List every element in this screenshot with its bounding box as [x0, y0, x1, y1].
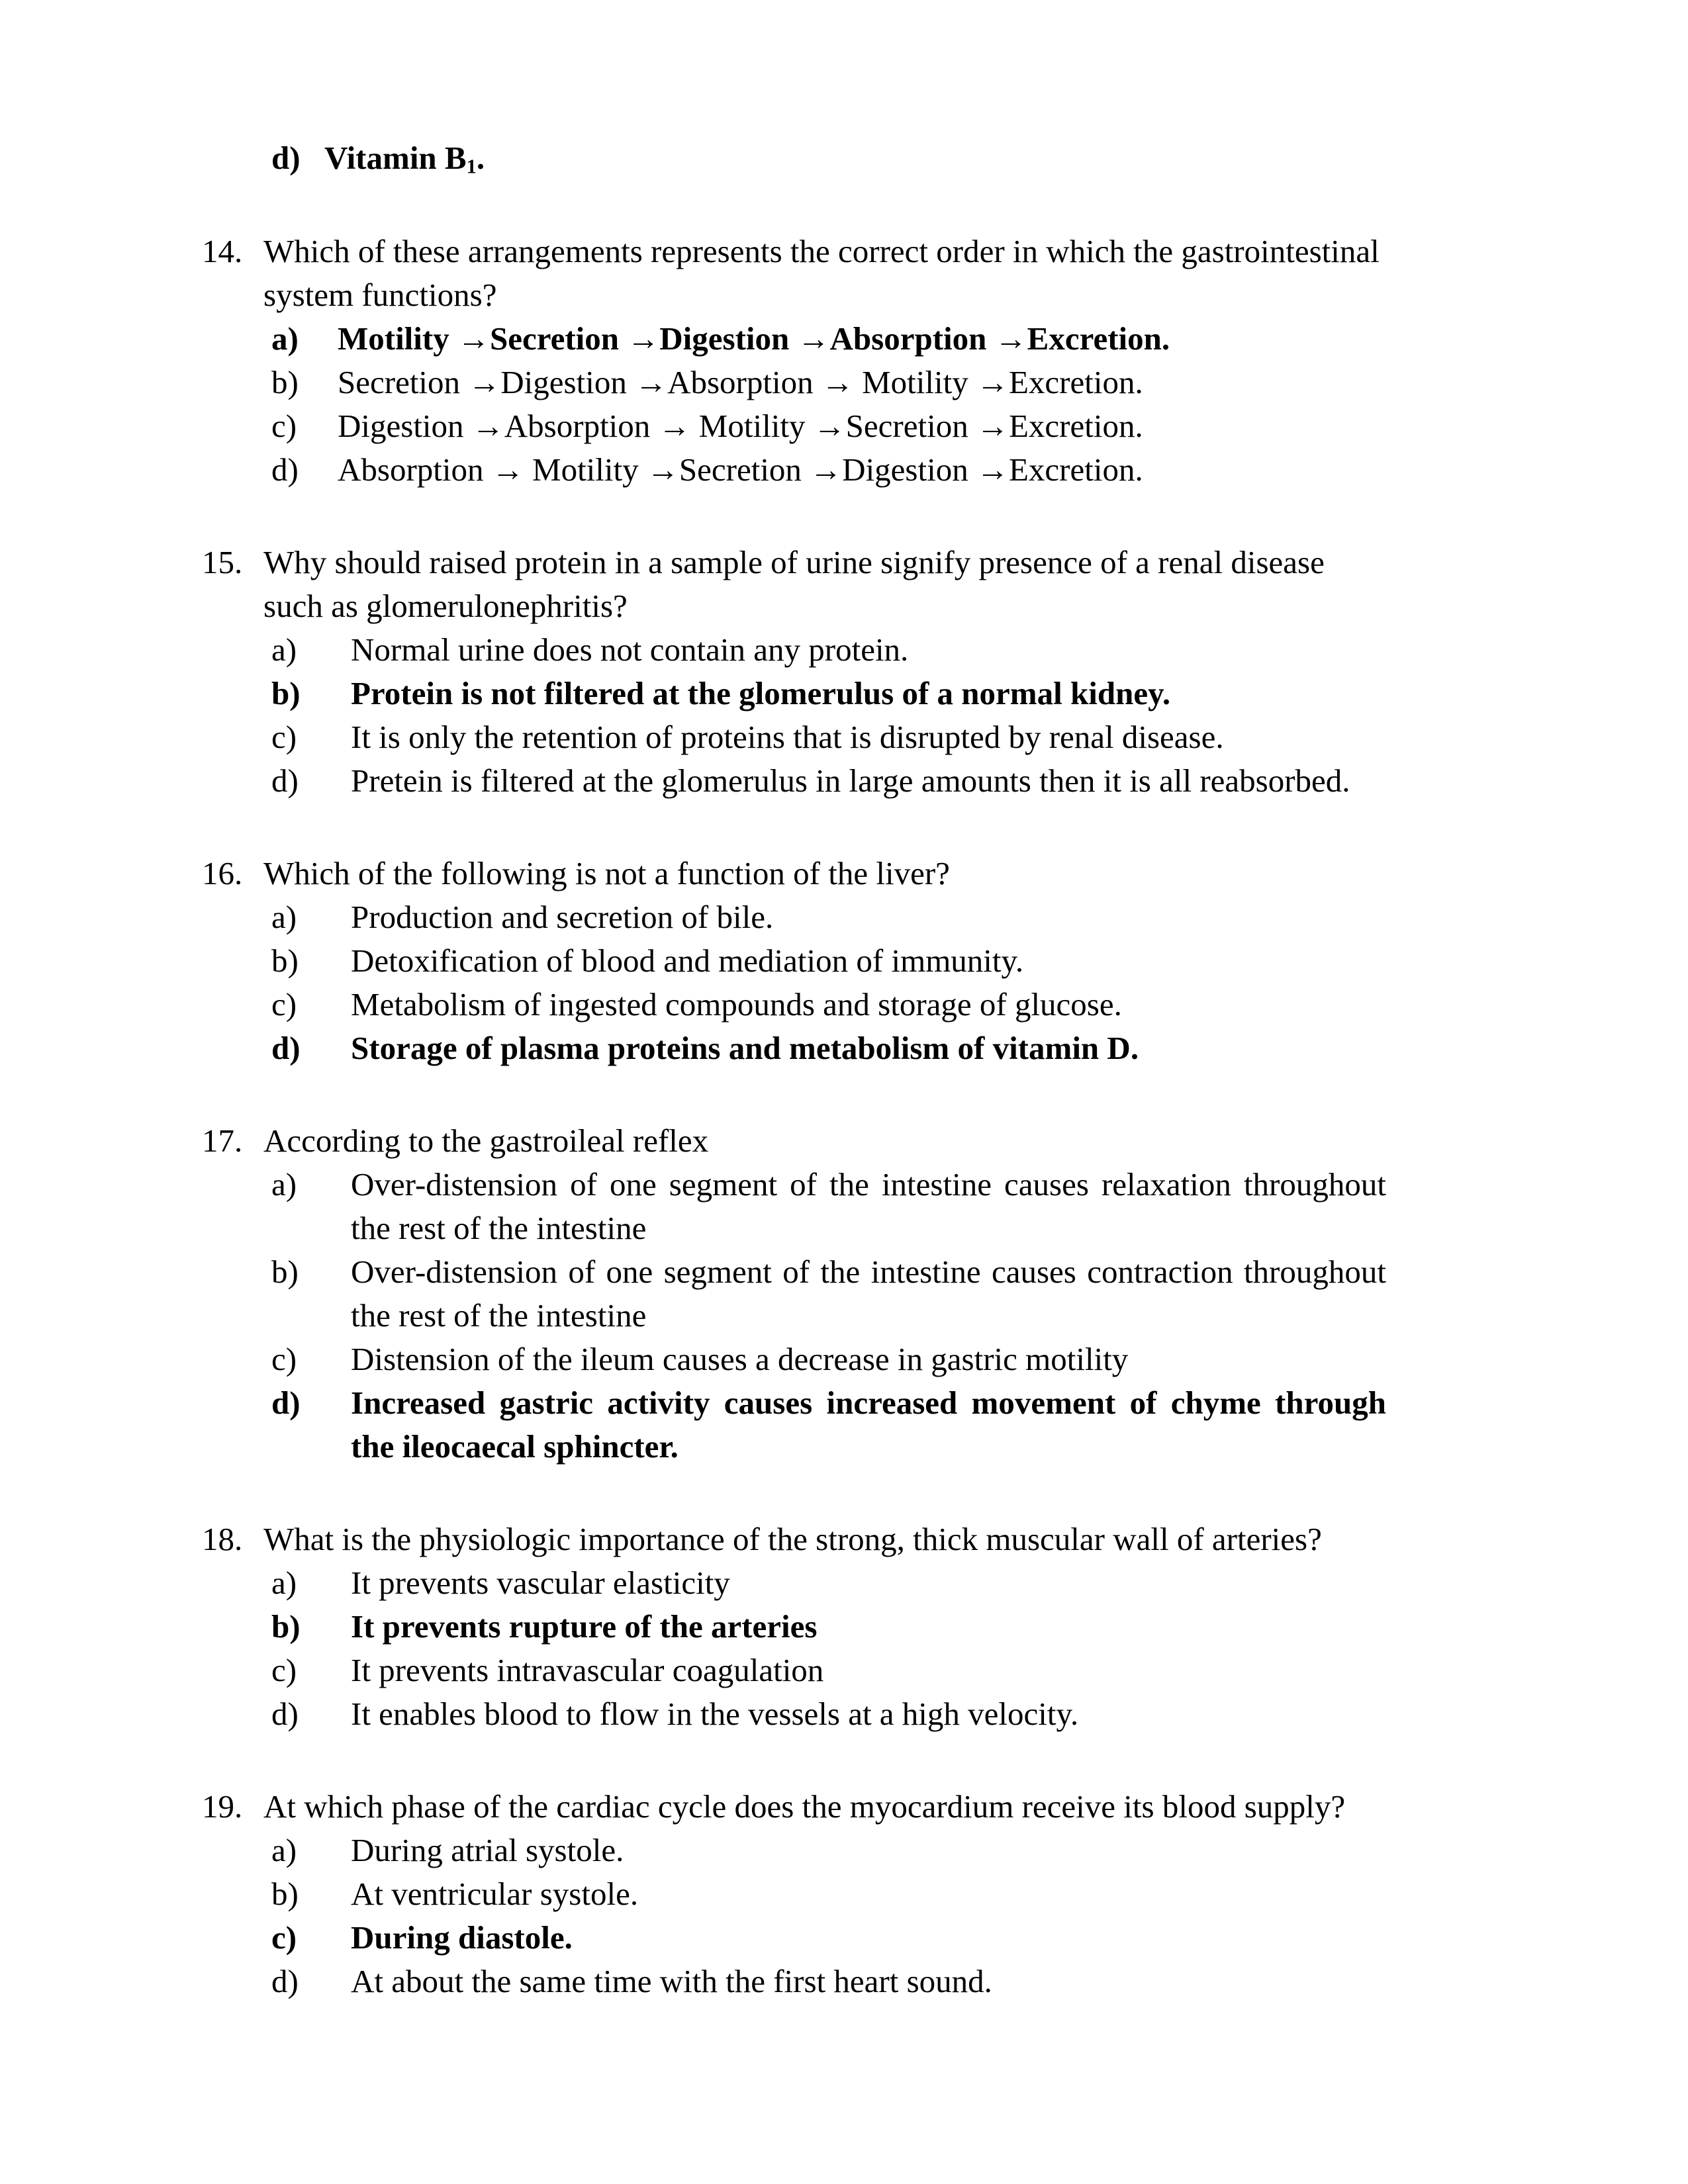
- subscript-1: 1: [466, 155, 477, 178]
- option-text: [324, 140, 485, 176]
- option-label: c): [271, 1651, 297, 1688]
- stem-line: What is the physiologic importance of the strong, thick muscular wall of arteries?: [263, 1520, 1322, 1557]
- option-16-a: [202, 895, 1386, 939]
- option-text: During atrial systole.: [351, 1831, 624, 1868]
- option-16-d: [202, 1026, 1386, 1070]
- option-label: c): [271, 985, 297, 1023]
- option-text: Detoxification of blood and mediation of immunity.: [351, 942, 1024, 979]
- option-15-d: [202, 759, 1386, 803]
- option-text: Protein is not filtered at the glomerulus of a normal kidney.: [351, 674, 1171, 711]
- option-label: b): [271, 1253, 299, 1290]
- option-16-c: [202, 983, 1386, 1026]
- question-18: [202, 1518, 1386, 1736]
- option-text: Distension of the ileum causes a decrease in gastric motility: [351, 1340, 1129, 1377]
- option-19-c: [202, 1916, 1386, 1960]
- option-17-d: [202, 1381, 1386, 1469]
- option-label: a): [271, 1831, 297, 1868]
- option-text: Motility →Secretion →Digestion →Absorption →Excretion.: [338, 320, 1170, 357]
- option-17-a: [202, 1163, 1386, 1250]
- option-text: Storage of plasma proteins and metabolism of vitamin D.: [351, 1029, 1139, 1066]
- option-text: It prevents rupture of the arteries: [351, 1608, 818, 1645]
- option-14-d: [202, 448, 1386, 492]
- question-number: 15.: [202, 543, 243, 580]
- stem-line: system functions?: [263, 276, 497, 313]
- option-label: c): [271, 1919, 297, 1956]
- option-text-line: Increased gastric activity causes increased movement of chyme through: [351, 1384, 1386, 1421]
- stem-line: Which of the following is not a function of the liver?: [263, 854, 950, 891]
- option-18-a: [202, 1561, 1386, 1605]
- option-text: It is only the retention of proteins that is disrupted by renal disease.: [351, 718, 1224, 755]
- option-label: b): [271, 674, 301, 711]
- option-label: b): [271, 1608, 301, 1645]
- option-label: d): [271, 1962, 299, 1999]
- stem-line: Which of these arrangements represents the correct order in which the gastrointestinal: [263, 232, 1380, 269]
- question-number: 14.: [202, 232, 243, 269]
- option-label: c): [271, 407, 297, 444]
- question-16: [202, 852, 1386, 1070]
- option-text: Normal urine does not contain any protein.: [351, 631, 909, 668]
- option-16-b: [202, 939, 1386, 983]
- option-text: It prevents intravascular coagulation: [351, 1651, 824, 1688]
- option-text-line: Over-distension of one segment of the intestine causes relaxation throughout: [351, 1165, 1386, 1203]
- question-stem: [202, 230, 1386, 317]
- option-label: d): [271, 1029, 301, 1066]
- question-number: 18.: [202, 1520, 243, 1557]
- stem-line: According to the gastroileal reflex: [263, 1122, 709, 1159]
- option-label: b): [271, 942, 299, 979]
- option-text-line: Over-distension of one segment of the intestine causes contraction throughout: [351, 1253, 1386, 1290]
- option-text-line: the rest of the intestine: [351, 1209, 647, 1246]
- option-text: Absorption → Motility →Secretion →Digestion →Excretion.: [338, 451, 1143, 488]
- option-18-b: [202, 1605, 1386, 1649]
- option-18-c: [202, 1649, 1386, 1692]
- option-text: It enables blood to flow in the vessels at a high velocity.: [351, 1695, 1079, 1732]
- page-content: [202, 136, 1386, 2003]
- stem-line: At which phase of the cardiac cycle does the myocardium receive its blood supply?: [263, 1788, 1346, 1825]
- stem-line: Why should raised protein in a sample of urine signify presence of a renal disease: [263, 543, 1325, 580]
- option-text: Production and secretion of bile.: [351, 898, 774, 935]
- option-text-period: .: [476, 140, 485, 176]
- option-text: Digestion →Absorption → Motility →Secretion →Excretion.: [338, 407, 1143, 444]
- option-text: Metabolism of ingested compounds and storage of glucose.: [351, 985, 1122, 1023]
- option-label: c): [271, 1340, 297, 1377]
- option-label: a): [271, 898, 297, 935]
- question-stem: [202, 1518, 1386, 1561]
- option-label: d): [271, 451, 299, 488]
- option-14-a: [202, 317, 1386, 361]
- option-label: a): [271, 631, 297, 668]
- option-text-main: Vitamin B: [324, 140, 467, 176]
- option-14-c: [202, 404, 1386, 448]
- option-text: It prevents vascular elasticity: [351, 1564, 730, 1601]
- option-19-b: [202, 1872, 1386, 1916]
- question-19: [202, 1785, 1386, 2003]
- option-label: d): [271, 1695, 299, 1732]
- option-label: b): [271, 1875, 299, 1912]
- question-number: 17.: [202, 1122, 243, 1159]
- question-14: [202, 230, 1386, 492]
- option-text-line: the rest of the intestine: [351, 1297, 647, 1334]
- option-label: a): [271, 1165, 297, 1203]
- option-19-a: [202, 1829, 1386, 1872]
- option-label: c): [271, 718, 297, 755]
- option-text: Secretion →Digestion →Absorption → Motility →Excretion.: [338, 363, 1143, 400]
- option-label: a): [271, 1564, 297, 1601]
- question-stem: [202, 1119, 1386, 1163]
- question-number: 19.: [202, 1788, 243, 1825]
- option-15-a: [202, 628, 1386, 672]
- option-label: d): [271, 1384, 301, 1421]
- option-text: At ventricular systole.: [351, 1875, 639, 1912]
- question-stem: [202, 852, 1386, 895]
- option-text: At about the same time with the first heart sound.: [351, 1962, 992, 1999]
- question-number: 16.: [202, 854, 243, 891]
- question-17: [202, 1119, 1386, 1469]
- option-15-c: [202, 715, 1386, 759]
- option-text: Pretein is filtered at the glomerulus in large amounts then it is all reabsorbed.: [351, 762, 1350, 799]
- option-text: During diastole.: [351, 1919, 573, 1956]
- option-13-d: [202, 136, 1386, 189]
- option-14-b: [202, 361, 1386, 404]
- option-15-b: [202, 672, 1386, 715]
- question-stem: [202, 541, 1386, 628]
- option-label: d): [271, 140, 301, 176]
- option-17-b: [202, 1250, 1386, 1338]
- question-stem: [202, 1785, 1386, 1829]
- option-19-d: [202, 1960, 1386, 2003]
- option-18-d: [202, 1692, 1386, 1736]
- option-label: b): [271, 363, 299, 400]
- option-17-c: [202, 1338, 1386, 1381]
- option-label: d): [271, 762, 299, 799]
- option-text-line: the ileocaecal sphincter.: [351, 1428, 679, 1465]
- stem-line: such as glomerulonephritis?: [263, 587, 628, 624]
- option-label: a): [271, 320, 299, 357]
- question-15: [202, 541, 1386, 803]
